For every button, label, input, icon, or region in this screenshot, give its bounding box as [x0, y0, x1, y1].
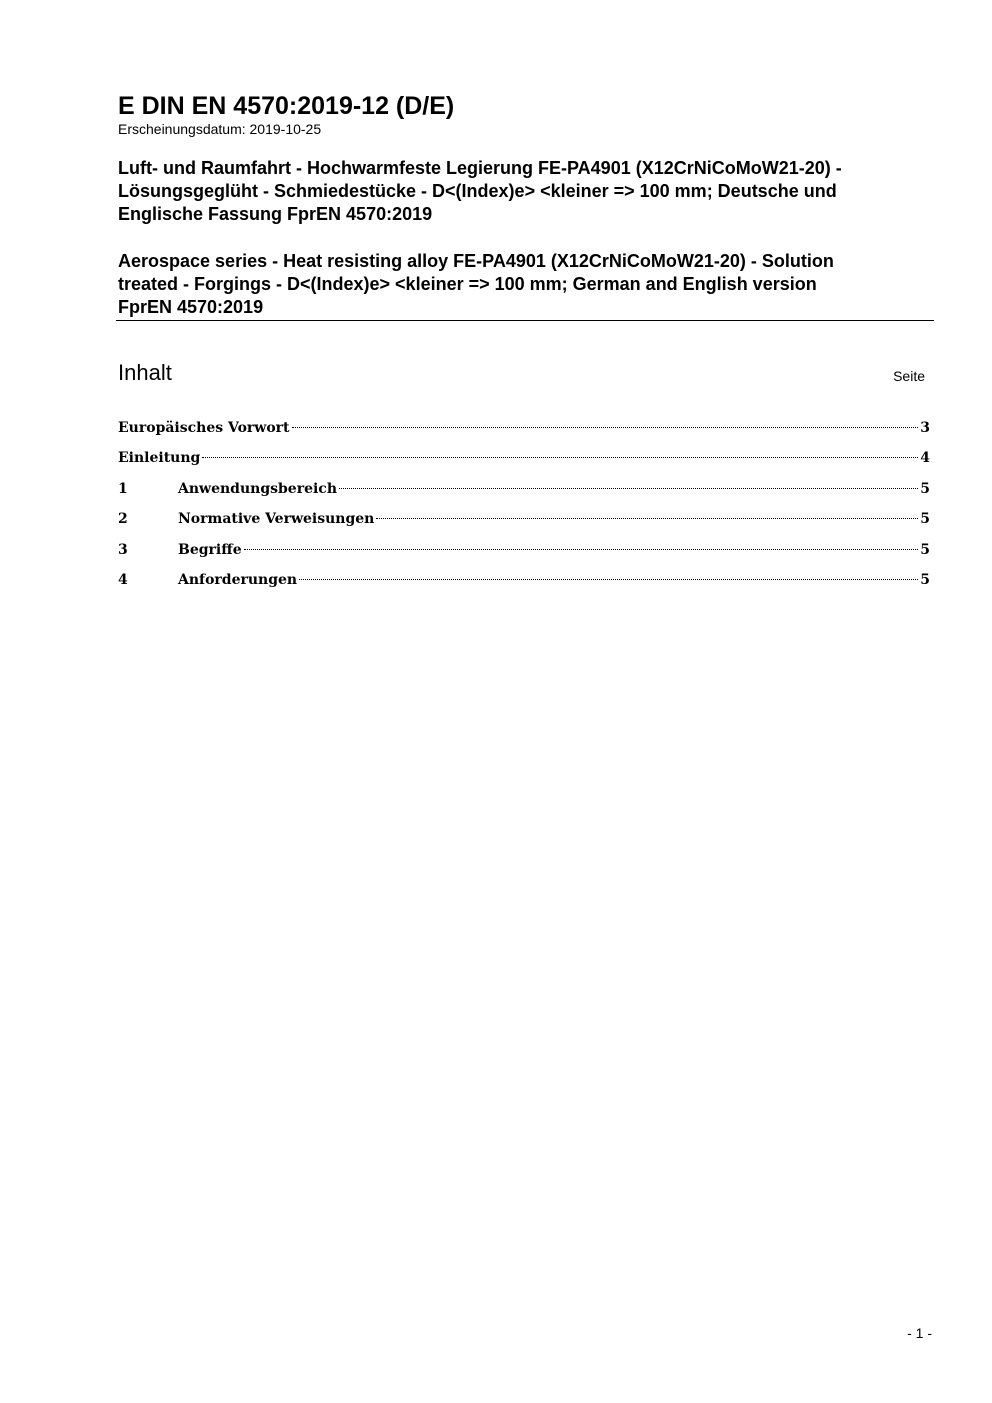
toc-dot-leader — [339, 488, 918, 489]
table-of-contents — [118, 415, 930, 597]
toc-entry-label: Einleitung — [118, 450, 201, 467]
toc-heading: Inhalt — [118, 360, 172, 385]
title-german-line: Luft- und Raumfahrt - Hochwarmfeste Legierung FE-PA4901 (X12CrNiCoMoW21-20) - — [118, 158, 842, 178]
toc-entry-label: Normative Verweisungen — [178, 511, 375, 528]
toc-entry-anforderungen[interactable] — [118, 567, 930, 597]
page-number: - 1 - — [907, 1325, 932, 1341]
toc-page-column-label: Seite — [893, 368, 925, 384]
toc-dot-leader — [299, 579, 918, 580]
toc-entry-page: 5 — [920, 511, 930, 528]
title-english-line: FprEN 4570:2019 — [118, 297, 264, 317]
title-german-line: Englische Fassung FprEN 4570:2019 — [118, 204, 433, 224]
toc-entry-page: 3 — [920, 420, 930, 436]
title-english — [118, 250, 933, 319]
toc-entry-page: 5 — [920, 480, 930, 497]
toc-entry-page: 4 — [920, 450, 930, 467]
toc-entry-einleitung[interactable] — [118, 445, 930, 475]
toc-entry-begriffe[interactable] — [118, 537, 930, 567]
title-english-line: Aerospace series - Heat resisting alloy FE-PA4901 (X12CrNiCoMoW21-20) - Solution — [118, 251, 834, 271]
toc-entry-number: 4 — [118, 571, 128, 588]
toc-entry-number: 3 — [118, 541, 128, 558]
toc-entry-number: 2 — [118, 511, 128, 528]
title-german-line: Lösungsgeglüht - Schmiedestücke - D<(Index)e> <kleiner => 100 mm; Deutsche und — [118, 181, 837, 201]
toc-entry-page: 5 — [920, 541, 930, 558]
toc-dot-leader — [376, 518, 918, 519]
toc-entry-label: Europäisches Vorwort — [118, 420, 290, 436]
title-divider — [116, 320, 934, 321]
toc-dot-leader — [202, 457, 918, 458]
toc-entry-label: Anwendungsbereich — [178, 480, 337, 497]
toc-entry-number: 1 — [118, 480, 128, 497]
toc-entry-label: Anforderungen — [178, 571, 298, 588]
toc-entry-label: Begriffe — [178, 541, 242, 558]
toc-dot-leader — [292, 427, 919, 428]
title-english-line: treated - Forgings - D<(Index)e> <kleiner => 100 mm; German and English version — [118, 274, 817, 294]
toc-entry-page: 5 — [920, 571, 930, 588]
toc-entry-anwendungsbereich[interactable] — [118, 476, 930, 506]
publication-date: Erscheinungsdatum: 2019-10-25 — [118, 121, 322, 137]
toc-entry-europaeisches-vorwort[interactable] — [118, 415, 930, 445]
toc-dot-leader — [244, 549, 919, 550]
toc-entry-normative-verweisungen[interactable] — [118, 506, 930, 536]
title-german — [118, 157, 933, 226]
document-id: E DIN EN 4570:2019-12 (D/E) — [118, 92, 455, 120]
